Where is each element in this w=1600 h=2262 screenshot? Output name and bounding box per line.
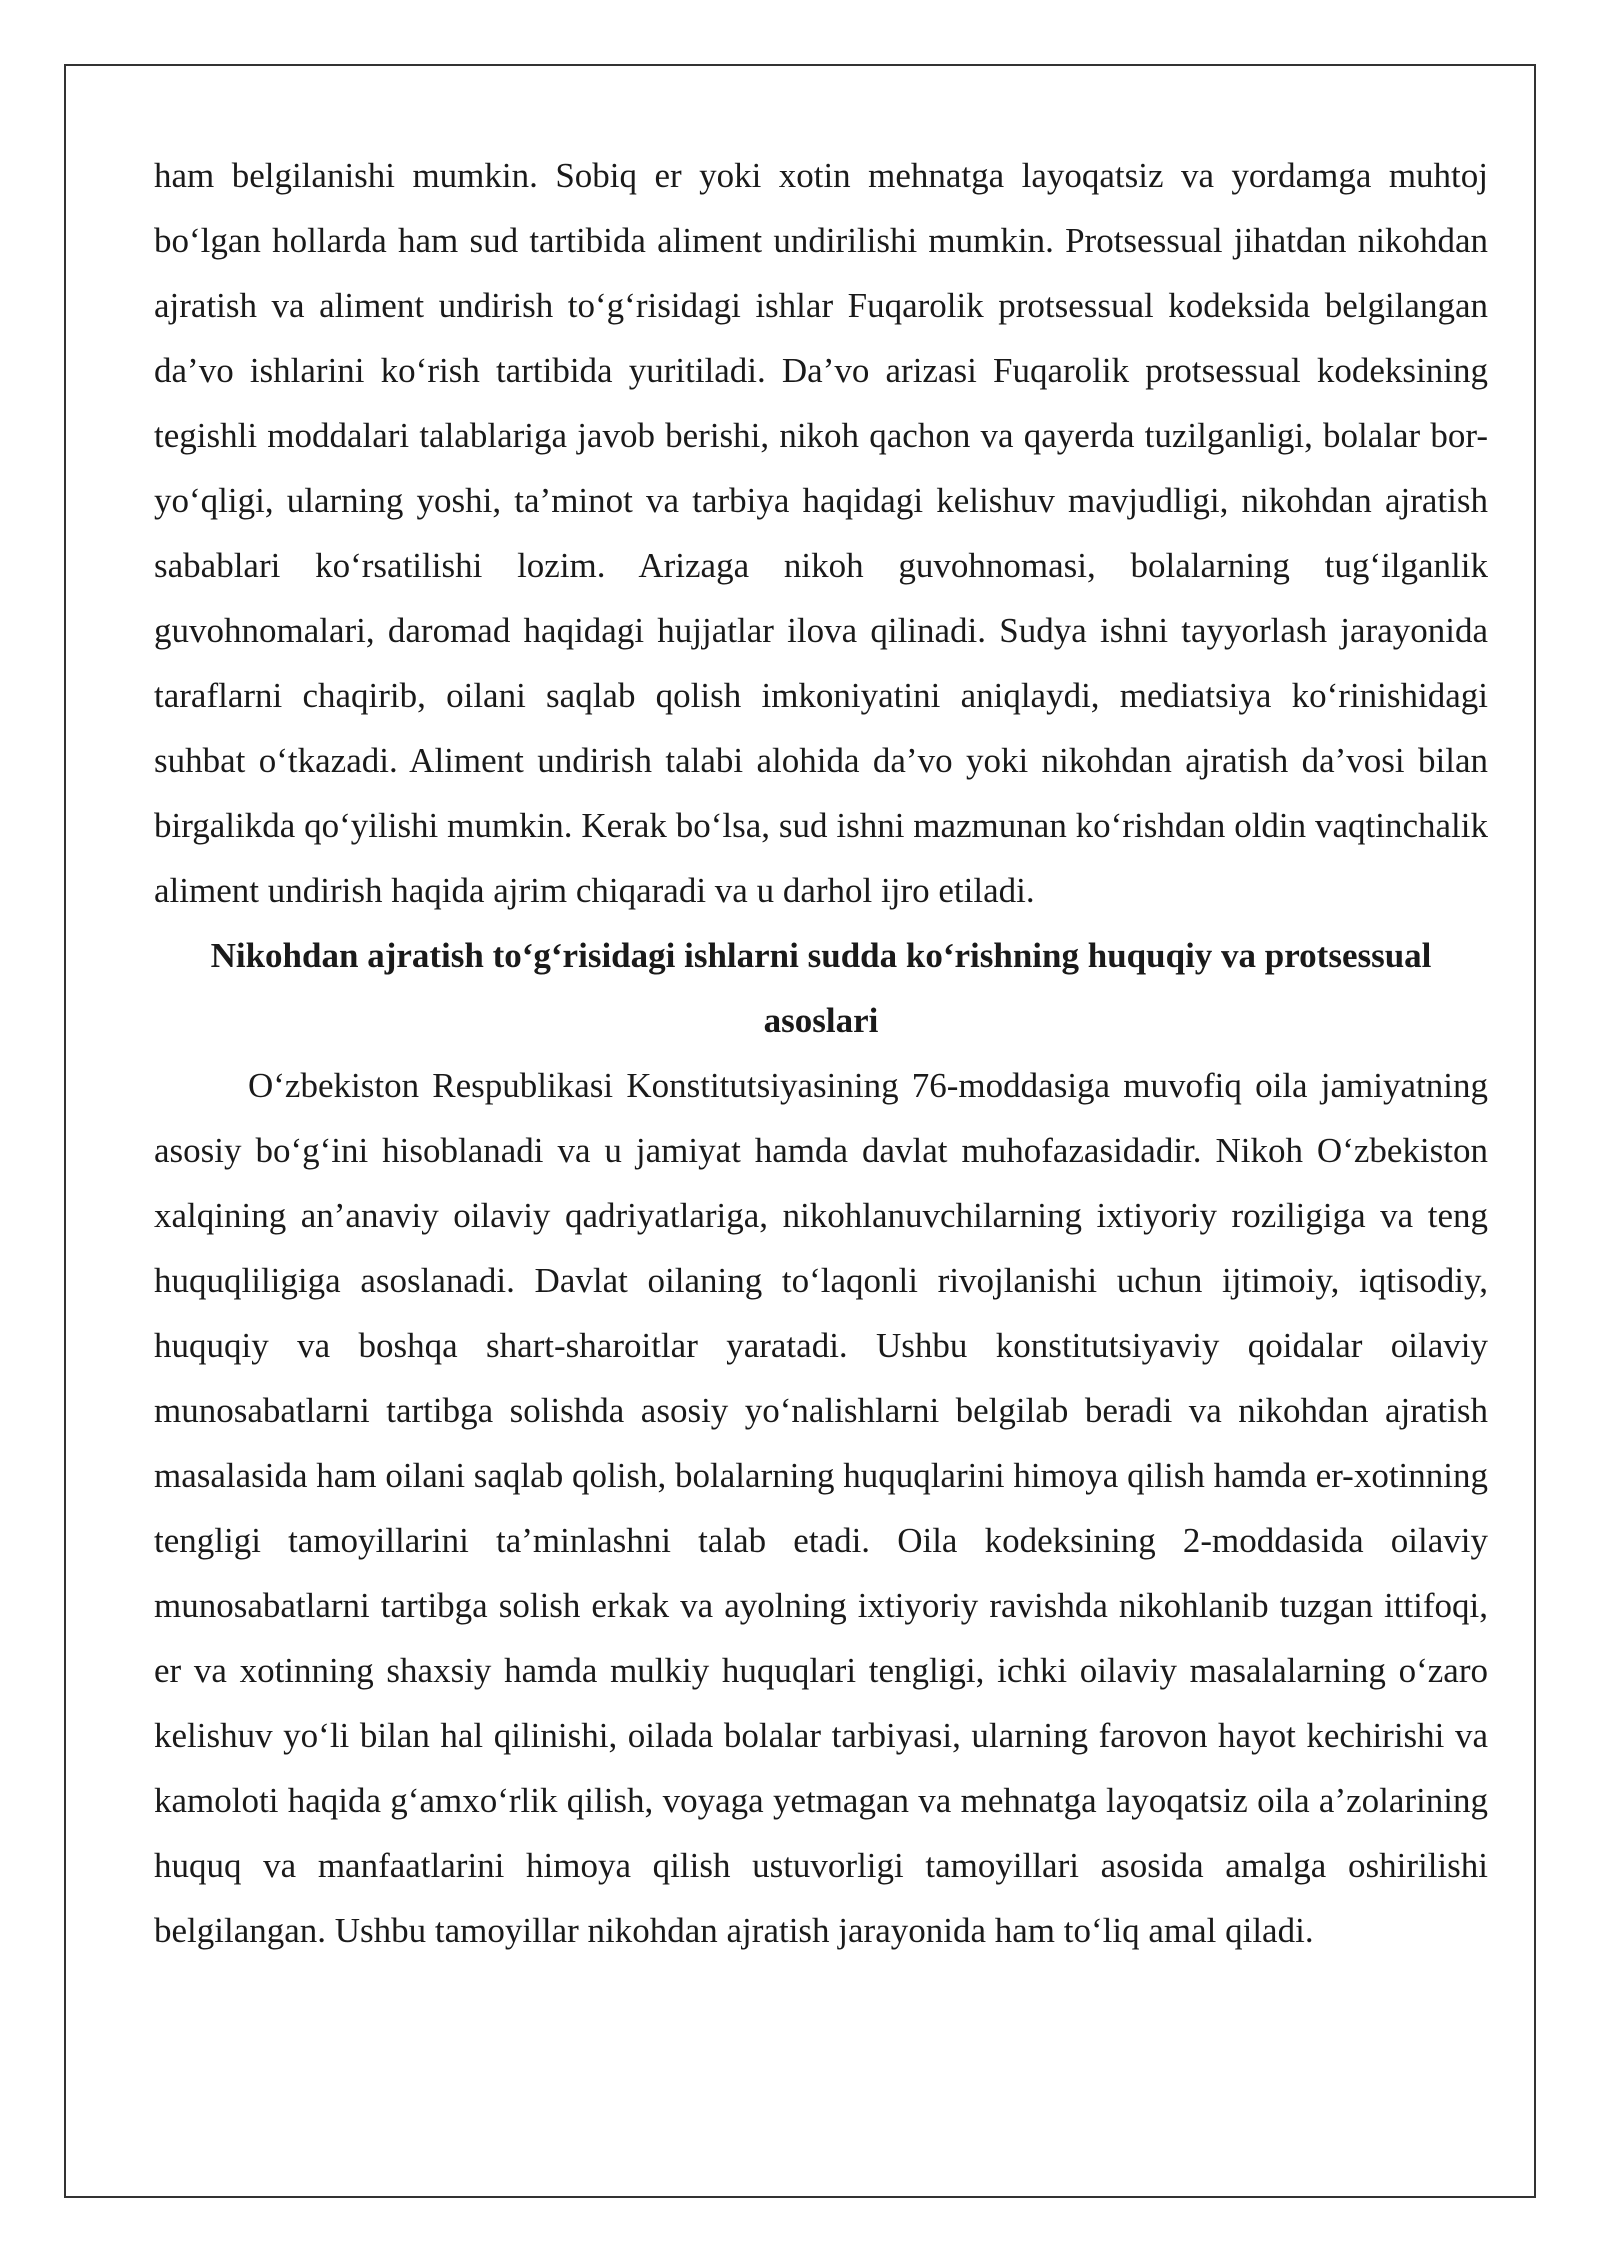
paragraph-constitution: O‘zbekiston Respublikasi Konstitutsiyasining 76-moddasiga muvofiq oila jamiyatning asosiy bo‘g‘ini hisoblanadi va u jamiyat hamda davlat muhofazasidadir. Nikoh O‘zbekiston xalqining an’anaviy oilaviy qadriyatlariga, nikohlanuvchilarning ixtiyoriy roziligiga va teng huquqliligiga asoslanadi. Davlat oilaning to‘laqonli rivojlanishi uchun ijtimoiy, iqtisodiy, huquqiy va boshqa shart-sharoitlar yaratadi. Ushbu konstitutsiyaviy qoidalar oilaviy munosabatlarni tartibga solishda asosiy yo‘nalishlarni belgilab beradi va nikohdan ajratish masalasida ham oilani saqlab qolish, bolalarning huquqlarini himoya qilish hamda er-xotinning tengligi tamoyillarini ta’minlashni talab etadi. Oila kodeksining 2-moddasida oilaviy munosabatlarni tartibga solish erkak va ayolning ixtiyoriy ravishda nikohlanib tuzgan ittifoqi, er va xotinning shaxsiy hamda mulkiy huquqlari tengligi, ichki oilaviy masalalarning o‘zaro kelishuv yo‘li bilan hal qilinishi, oilada bolalar tarbiyasi, ularning farovon hayot kechirishi va kamoloti haqida g‘amxo‘rlik qilish, voyaga yetmagan va mehnatga layoqatsiz oila a’zolarining huquq va manfaatlarini himoya qilish ustuvorligi tamoyillari asosida amalga oshirilishi belgilangan. Ushbu tamoyillar nikohdan ajratish jarayonida ham to‘liq amal qiladi. [154, 1066, 1488, 1950]
paragraph-continuation: ham belgilanishi mumkin. Sobiq er yoki xotin mehnatga layoqatsiz va yordamga muhtoj bo‘lgan hollarda ham sud tartibida aliment undirilishi mumkin. Protsessual jihatdan nikohdan ajratish va aliment undirish to‘g‘risidagi ishlar Fuqarolik protsessual kodeksida belgilangan da’vo ishlarini ko‘rish tartibida yuritiladi. Da’vo arizasi Fuqarolik protsessual kodeksining tegishli moddalari talablariga javob berishi, nikoh qachon va qayerda tuzilganligi, bolalar bor-yo‘qligi, ularning yoshi, ta’minot va tarbiya haqidagi kelishuv mavjudligi, nikohdan ajratish sabablari ko‘rsatilishi lozim. Arizaga nikoh guvohnomasi, bolalarning tug‘ilganlik guvohnomalari, daromad haqidagi hujjatlar ilova qilinadi. Sudya ishni tayyorlash jarayonida taraflarni chaqirib, oilani saqlab qolish imkoniyatini aniqlaydi, mediatsiya ko‘rinishidagi suhbat o‘tkazadi. Aliment undirish talabi alohida da’vo yoki nikohdan ajratish da’vosi bilan birgalikda qo‘yilishi mumkin. Kerak bo‘lsa, sud ishni mazmunan ko‘rishdan oldin vaqtinchalik aliment undirish haqida ajrim chiqaradi va u darhol ijro etiladi. [154, 156, 1488, 910]
document-body [154, 143, 1488, 1963]
section-heading: Nikohdan ajratish to‘g‘risidagi ishlarni sudda ko‘rishning huquqiy va protsessual asoslari [210, 936, 1432, 1040]
